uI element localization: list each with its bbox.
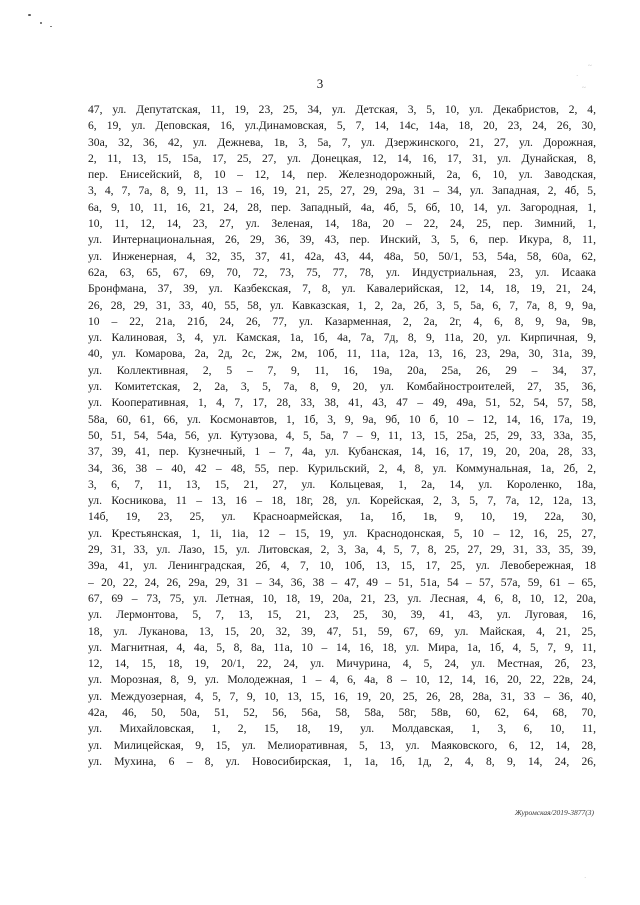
text-line: ул. Крестьянская, 1, 1і, 1іа, 12 – 15, 19, ул. Краснодонская, 5, 10 – 12, 16, 25, 27,: [88, 526, 596, 540]
text-line: ул. Милицейская, 9, 15, ул. Мелиоративная, 5, 13, ул. Маяковского, 6, 12, 14, 28,: [88, 738, 596, 752]
text-line: ул. Магнитная, 4, 4а, 5, 8, 8а, 11а, 10 – 14, 16, 18, ул. Мира, 1а, 1б, 4, 5, 7, 9, 11,: [88, 640, 596, 654]
text-line: 30а, 32, 36, 42, ул. Дежнева, 1в, 3, 5а, 7, ул. Дзержинского, 21, 27, ул. Дорожная,: [88, 135, 596, 149]
text-line: 29, 31, 33, ул. Лазо, 15, ул. Литовская, 2, 3, 3а, 4, 5, 7, 8, 25, 27, 29, 31, 33, 35, 39,: [88, 543, 596, 557]
text-line: 40, ул. Комарова, 2а, 2д, 2с, 2ж, 2м, 10б, 11, 11а, 12а, 13, 16, 23, 29а, 30, 31а, 39,: [88, 347, 596, 361]
text-line: ул. Калиновая, 3, 4, ул. Камская, 1а, 1б, 4а, 7а, 7д, 8, 9, 11а, 20, ул. Кирпичная, 9,: [88, 331, 596, 345]
text-line: 42а, 46, 50, 50а, 51, 52, 56, 56а, 58, 58а, 58г, 58в, 60, 62, 64, 68, 70,: [88, 705, 596, 719]
text-line: 26, 28, 29, 31, 33, 40, 55, 58, ул. Кавказская, 1, 2, 2а, 2б, 3, 5, 5а, 6, 7, 7а, 8, 9, 9а,: [88, 298, 596, 312]
text-line: 37, 39, 41, пер. Кузнечный, 1 – 7, 4а, ул. Кубанская, 14, 16, 17, 19, 20, 20а, 28, 33,: [88, 445, 596, 459]
scan-speck: [40, 22, 42, 24]
text-line: пер. Енисейский, 8, 10 – 12, 14, пер. Железнодорожный, 2а, 6, 10, ул. Заводская,: [88, 168, 596, 182]
text-line: 6а, 9, 10, 11, 16, 21, 24, 28, пер. Западный, 4а, 4б, 5, 6б, 10, 14, ул. Загородная, 1,: [88, 200, 596, 214]
scan-speck: ·: [584, 874, 587, 882]
text-line: 3, 6, 7, 11, 13, 15, 21, 27, ул. Кольцевая, 1, 2а, 14, ул. Короленко, 18а,: [88, 477, 596, 491]
scan-speck: [50, 26, 52, 27]
text-line: ул. Интернациональная, 26, 29, 36, 39, 43, пер. Инский, 3, 5, 6, пер. Икура, 8, 11,: [88, 233, 596, 247]
faint-stamp-mark: ~ · ~: [576, 62, 592, 92]
text-line: 14б, 19, 23, 25, ул. Красноармейская, 1а, 1б, 1в, 9, 10, 19, 22а, 30,: [88, 510, 596, 524]
text-line: ул. Морозная, 8, 9, ул. Молодежная, 1 – 4, 6, 4а, 8 – 10, 12, 14, 16, 20, 22, 22в, 24,: [88, 673, 596, 687]
text-line: 50, 51, 54, 54а, 56, ул. Кутузова, 4, 5, 5а, 7 – 9, 11, 13, 15, 25а, 25, 29, 33, 33а, 35,: [88, 428, 596, 442]
text-line: ул. Мухина, 6 – 8, ул. Новосибирская, 1, 1а, 1б, 1д, 2, 4, 8, 9, 14, 24, 26,: [88, 754, 596, 768]
text-line: 34, 36, 38 – 40, 42 – 48, 55, пер. Курильский, 2, 4, 8, ул. Коммунальная, 1а, 2б, 2,: [88, 461, 596, 475]
text-line: 62а, 63, 65, 67, 69, 70, 72, 73, 75, 77, 78, ул. Индустриальная, 23, ул. Исаака: [88, 265, 596, 279]
text-line: Бронфмана, 37, 39, ул. Казбекская, 7, 8, ул. Кавалерийская, 12, 14, 18, 19, 21, 24,: [88, 282, 596, 296]
text-line: ул. Лермонтова, 5, 7, 13, 15, 21, 23, 25, 30, 39, 41, 43, ул. Луговая, 16,: [88, 608, 596, 622]
scan-speck: [28, 14, 31, 16]
text-line: ул. Косникова, 11 – 13, 16 – 18, 18г, 28, ул. Корейская, 2, 3, 5, 7, 7а, 12, 12а, 13,: [88, 494, 596, 508]
text-line: 12, 14, 15, 18, 19, 20/1, 22, 24, ул. Мичурина, 4, 5, 24, ул. Местная, 2б, 23,: [88, 657, 596, 671]
text-line: 10, 11, 12, 14, 23, 27, ул. Зеленая, 14, 18а, 20 – 22, 24, 25, пер. Зимний, 1,: [88, 217, 596, 231]
text-line: ул. Михайловская, 1, 2, 15, 18, 19, ул. Молдавская, 1, 3, 6, 10, 11,: [88, 722, 596, 736]
text-line: 6, 19, ул. Деповская, 16, ул.Динамовская, 5, 7, 14, 14с, 14а, 18, 20, 23, 24, 26, 30,: [88, 119, 596, 133]
text-line: ул. Междуозерная, 4, 5, 7, 9, 10, 13, 15, 16, 19, 20, 25, 26, 28, 28а, 31, 33 – 36, 40,: [88, 689, 596, 703]
text-line: ул. Кооперативная, 1, 4, 7, 17, 28, 33, 38, 41, 43, 47 – 49, 49а, 51, 52, 54, 57, 58,: [88, 396, 596, 410]
text-line: – 20, 22, 24, 26, 29а, 29, 31 – 34, 36, 38 – 47, 49 – 51, 51а, 54 – 57, 57а, 59, 61 – 65,: [88, 575, 596, 589]
text-line: 47, ул. Депутатская, 11, 19, 23, 25, 34, ул. Детская, 3, 5, 10, ул. Декабристов, 2, 4,: [88, 103, 596, 116]
text-line: 39а, 41, ул. Ленинградская, 2б, 4, 7, 10, 10б, 13, 15, 17, 25, ул. Левобережная, 18: [88, 559, 596, 573]
document-reference: Журомская/2019-3877(3): [514, 808, 594, 817]
address-list-text: [88, 102, 596, 770]
text-line: 10 – 22, 21а, 21б, 24, 26, 77, ул. Казарменная, 2, 2а, 2г, 4, 6, 8, 9, 9а, 9в,: [88, 314, 596, 328]
text-line: 58а, 60, 61, 66, ул. Космонавтов, 1, 1б, 3, 9, 9а, 9б, 10 б, 10 – 12, 14, 16, 17а, 19,: [88, 412, 596, 426]
text-line: ул. Инженерная, 4, 32, 35, 37, 41, 42а, 43, 44, 48а, 50, 50/1, 53, 54а, 58, 60а, 62,: [88, 249, 596, 263]
text-line: 2, 11, 13, 15, 15а, 17, 25, 27, ул. Донецкая, 12, 14, 16, 17, 31, ул. Дунайская, 8,: [88, 151, 596, 165]
text-line: ул. Комитетская, 2, 2а, 3, 5, 7а, 8, 9, 20, ул. Комбайностроителей, 27, 35, 36,: [88, 380, 596, 394]
text-line: ул. Коллективная, 2, 5 – 7, 9, 11, 16, 19а, 20а, 25а, 26, 29 – 34, 37,: [88, 363, 596, 377]
text-line: 18, ул. Луканова, 13, 15, 20, 32, 39, 47, 51, 59, 67, 69, ул. Майская, 4, 21, 25,: [88, 624, 596, 638]
page-number: 3: [316, 76, 324, 91]
text-line: 3, 4, 7, 7а, 8, 9, 11, 13 – 16, 19, 21, 25, 27, 29, 29а, 31 – 34, ул. Западная, 2, 4б, 5,: [88, 184, 596, 198]
text-line: 67, 69 – 73, 75, ул. Летная, 10, 18, 19, 20а, 21, 23, ул. Лесная, 4, 6, 8, 10, 12, 20а,: [88, 591, 596, 605]
